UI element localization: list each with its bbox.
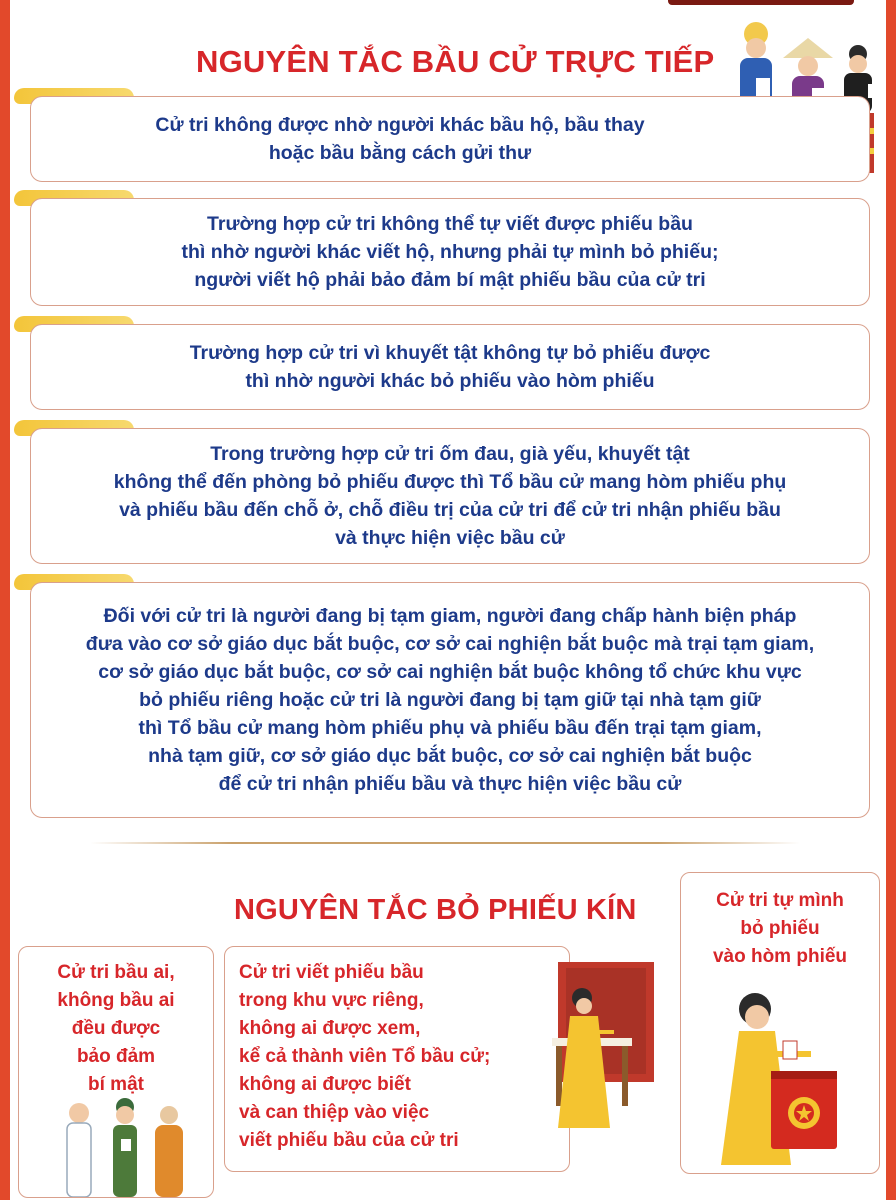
rule-2-text: Trường hợp cử tri không thể tự viết được phiếu bầu thì nhờ người khác viết hộ, nhưng phải tự mình bỏ phiếu; người viết hộ phải bảo đảm bí mật phiếu bầu của cử tri [181, 213, 719, 291]
voting-booth-illustration [548, 958, 664, 1134]
rule-3-box [30, 324, 870, 410]
rule-4-text: Trong trường hợp cử tri ốm đau, già yếu, khuyết tật không thể đến phòng bỏ phiếu được thì Tổ bầu cử mang hòm phiếu phụ và phiếu bầu đến chỗ ở, chỗ điều trị của cử tri để cử tri nhận phiếu bầu và thực hiện việc bầu cử [113, 443, 787, 549]
rule-3-text: Trường hợp cử tri vì khuyết tật không tự bỏ phiếu được thì nhờ người khác bỏ phiếu vào hòm phiếu [189, 342, 711, 392]
card-left [18, 946, 214, 1198]
card-right-text: Cử tri tự mình bỏ phiếu vào hòm phiếu [712, 890, 848, 967]
card-middle-text: Cử tri viết phiếu bầu trong khu vực riêng, không ai được xem, kể cả thành viên Tổ bầu cử; không ai được biết và can thiệp vào việc viết phiếu bầu của cử tri [239, 962, 491, 1151]
section-divider [90, 842, 800, 844]
rule-2-box [30, 198, 870, 306]
card-right [680, 872, 880, 1174]
frame-right-border [886, 0, 896, 1200]
rule-1-box [30, 96, 870, 182]
frame-left-border [0, 0, 10, 1200]
section1-title: NGUYÊN TẮC BẦU CỬ TRỰC TIẾP [196, 44, 715, 79]
rule-4-box [30, 428, 870, 564]
rule-1-text: Cử tri không được nhờ người khác bầu hộ, bầu thay hoặc bầu bằng cách gửi thư [155, 114, 645, 164]
card-left-text: Cử tri bầu ai, không bầu ai đều được bảo đảm bí mật [57, 962, 175, 1095]
rule-5-text: Đối với cử tri là người đang bị tạm giam, người đang chấp hành biện pháp đưa vào cơ sở giáo dục bắt buộc, cơ sở cai nghiện bắt buộc mà trại tạm giam, cơ sở giáo dục bắt buộc, cơ sở cai nghiện bắt buộc không tổ chức khu vực bỏ phiếu riêng hoặc cử tri là người đang bị tạm giữ tại nhà tạm giữ thì Tổ bầu cử mang hòm phiếu phụ và phiếu bầu đến trại tạm giam, nhà tạm giữ, cơ sở giáo dục bắt buộc, cơ sở cai nghiện bắt buộc để cử tri nhận phiếu bầu và thực hiện việc bầu cử [85, 605, 815, 795]
card-middle [224, 946, 570, 1172]
rule-5-box [30, 582, 870, 818]
top-tab-decoration [668, 0, 854, 5]
ballot-box-illustration [711, 979, 877, 1169]
citizens-illustration [57, 1097, 197, 1197]
section2-title: NGUYÊN TẮC BỎ PHIẾU KÍN [234, 894, 637, 926]
